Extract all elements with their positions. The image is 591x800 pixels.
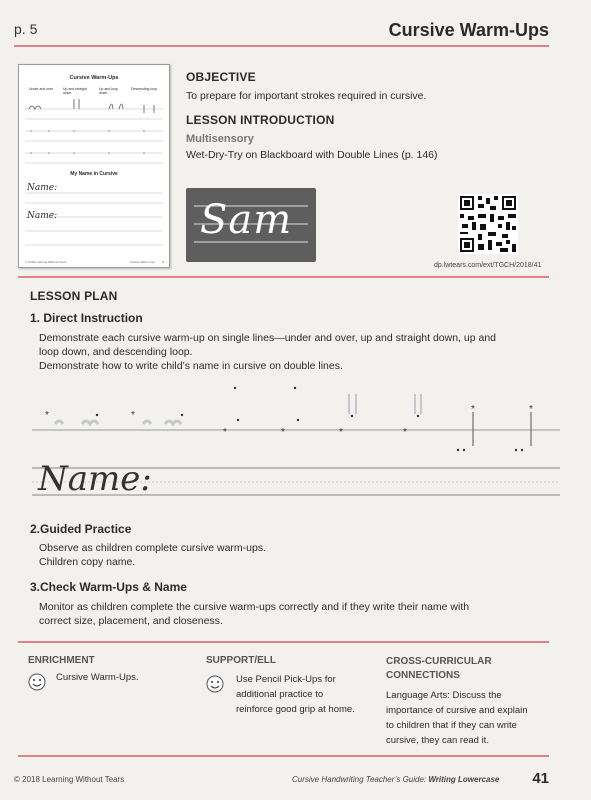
- support-line-1: Use Pencil Pick-Ups for: [236, 674, 336, 685]
- section-divider-2: [18, 641, 549, 643]
- step-3-line-1: Monitor as children complete the cursive warm-ups correctly and if they write their name with: [39, 601, 470, 613]
- qr-code-icon[interactable]: [458, 194, 518, 254]
- footer-divider: [18, 755, 549, 757]
- smiley-icon: [206, 675, 224, 693]
- page-title: Cursive Warm-Ups: [388, 20, 549, 40]
- qr-url[interactable]: dp.lwtears.com/ext/TGCH/2018/41: [434, 262, 542, 269]
- cross-curricular-heading: [386, 655, 492, 683]
- thumbnail-column-4: Descending loop: [131, 87, 158, 91]
- svg-text:*: *: [131, 410, 135, 421]
- warmup-strokes-illustration: [30, 380, 562, 460]
- step-3-title: 3.Check Warm-Ups & Name: [30, 580, 187, 594]
- step-2-line-1: Observe as children complete cursive warm-ups.: [39, 542, 267, 554]
- worksheet-thumbnail: [18, 64, 170, 268]
- thumbnail-section-title: My Name in Cursive: [70, 171, 118, 177]
- enrichment-heading: ENRICHMENT: [28, 655, 95, 666]
- cross-heading-line-2: CONNECTIONS: [386, 670, 460, 681]
- thumbnail-footer-right: Cursive Warm-Ups: [129, 260, 155, 264]
- cross-line-2: importance of cursive and explain: [386, 705, 528, 716]
- step-1-line-2: loop down, and descending loop.: [39, 346, 193, 358]
- page-number: 41: [532, 770, 549, 787]
- cross-line-4: cursive, they can read it.: [386, 735, 489, 746]
- support-heading: SUPPORT/ELL: [206, 655, 277, 666]
- lesson-intro-heading: LESSON INTRODUCTION: [186, 113, 335, 127]
- guide-title-bold: Writing Lowercase: [428, 775, 500, 784]
- svg-text:*: *: [281, 427, 285, 438]
- copyright: © 2018 Learning Without Tears: [14, 775, 125, 784]
- cross-heading-line-1: CROSS-CURRICULAR: [386, 656, 492, 667]
- step-3-line-2: correct size, placement, and closeness.: [39, 615, 223, 627]
- objective-heading: OBJECTIVE: [186, 70, 256, 84]
- svg-text:*: *: [471, 404, 475, 415]
- svg-text:*: *: [339, 427, 343, 438]
- blackboard-word: Sam: [200, 197, 293, 243]
- smiley-icon: [28, 673, 46, 691]
- header-divider: [14, 45, 549, 47]
- cross-line-1: Language Arts: Discuss the: [386, 690, 502, 701]
- lesson-intro-subheading: Multisensory: [186, 133, 254, 145]
- thumbnail-column-1: Under and over: [29, 87, 54, 91]
- thumbnail-warmup-rows: [19, 65, 169, 267]
- thumbnail-name-label-1: Name:: [27, 183, 58, 193]
- page-reference: p. 5: [14, 21, 38, 37]
- objective-text: To prepare for important strokes required in cursive.: [186, 90, 427, 102]
- support-line-3: reinforce good grip at home.: [236, 704, 355, 715]
- name-example: Name:: [38, 459, 152, 499]
- thumbnail-page-number: 5: [162, 260, 164, 264]
- svg-text:*: *: [403, 427, 407, 438]
- step-2-line-2: Children copy name.: [39, 556, 136, 568]
- lesson-plan-heading: LESSON PLAN: [30, 289, 118, 303]
- step-2-title: 2.Guided Practice: [30, 522, 132, 536]
- cross-line-3: to children that if they can write: [386, 720, 517, 731]
- step-1-title: 1. Direct Instruction: [30, 311, 143, 325]
- blackboard-image: [186, 188, 316, 262]
- svg-text:*: *: [45, 410, 49, 421]
- guide-title: [292, 775, 499, 784]
- step-1-line-3: Demonstrate how to write child’s name in cursive on double lines.: [39, 360, 343, 372]
- thumbnail-name-label-2: Name:: [27, 211, 58, 221]
- thumbnail-column-3: Up and loop down: [99, 87, 118, 95]
- support-line-2: additional practice to: [236, 689, 324, 700]
- support-text: [236, 672, 355, 717]
- thumbnail-column-2: Up and straight down: [63, 87, 87, 95]
- svg-text:*: *: [529, 404, 533, 415]
- thumbnail-footer-left: © 2018 Learning Without Tears: [25, 260, 67, 264]
- svg-text:*: *: [223, 427, 227, 438]
- step-1-line-1: Demonstrate each cursive warm-up on single lines—under and over, up and straight down, up and: [39, 332, 497, 344]
- lesson-intro-text: Wet-Dry-Try on Blackboard with Double Lines (p. 146): [186, 149, 438, 161]
- thumbnail-title: Cursive Warm-Ups: [69, 75, 119, 81]
- enrichment-text: Cursive Warm-Ups.: [56, 672, 139, 683]
- guide-title-prefix: Cursive Handwriting Teacher’s Guide:: [292, 775, 427, 784]
- cross-curricular-text: [386, 688, 528, 748]
- section-divider-1: [18, 276, 549, 278]
